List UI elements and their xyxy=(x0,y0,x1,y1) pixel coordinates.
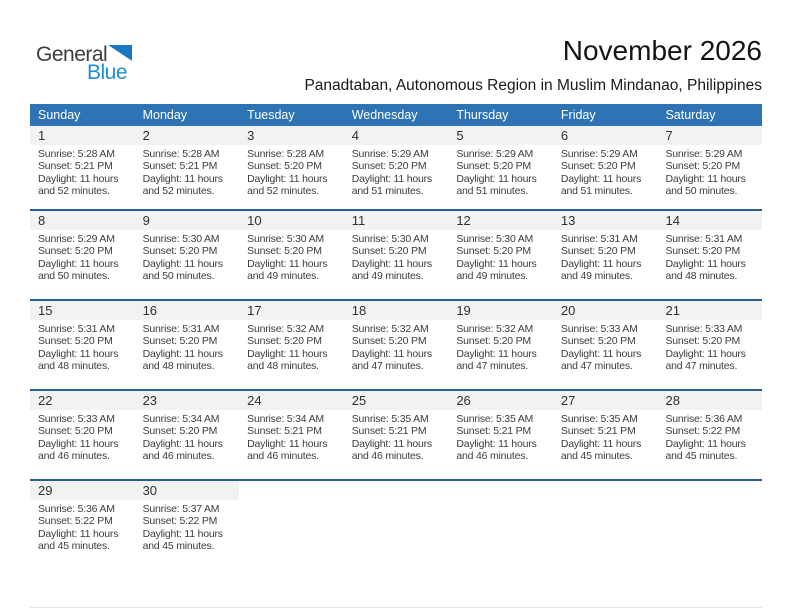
day-number-band xyxy=(135,126,240,145)
daylight-text: Daylight: 11 hours and 46 minutes. xyxy=(142,437,223,462)
day-info xyxy=(657,320,762,372)
sunrise-text: Sunrise: 5:33 AM xyxy=(665,323,743,335)
logo-triangle-icon xyxy=(108,45,132,61)
sunrise-text: Sunrise: 5:29 AM xyxy=(351,148,429,160)
day-number-band xyxy=(448,301,553,320)
day-number: 9 xyxy=(142,213,150,228)
day-number: 11 xyxy=(351,213,366,228)
sunset-text: Sunset: 5:20 PM xyxy=(560,245,636,258)
sunset-text: Sunset: 5:20 PM xyxy=(560,160,636,173)
weekday-header-monday: Monday xyxy=(142,108,188,122)
day-number-band xyxy=(135,301,240,320)
day-number: 2 xyxy=(142,128,150,143)
empty-day-cell xyxy=(448,481,553,569)
day-number: 15 xyxy=(38,303,53,318)
day-number-band xyxy=(553,211,658,230)
daylight-text: Daylight: 11 hours and 47 minutes. xyxy=(351,347,432,372)
day-number: 16 xyxy=(142,303,158,318)
day-info xyxy=(30,500,135,552)
sunset-text: Sunset: 5:20 PM xyxy=(142,245,218,258)
page-title: November 2026 xyxy=(562,35,762,66)
daylight-text: Daylight: 11 hours and 49 minutes. xyxy=(560,257,642,282)
sunrise-text: Sunrise: 5:37 AM xyxy=(142,503,220,515)
day-info xyxy=(30,320,135,372)
daylight-text: Daylight: 11 hours and 48 minutes. xyxy=(665,257,746,282)
weekday-header-sunday: Sunday xyxy=(38,108,81,122)
weekday-header-row xyxy=(30,104,762,126)
day-number: 17 xyxy=(247,303,262,318)
location-subtitle: Panadtaban, Autonomous Region in Muslim Mindanao, Philippines xyxy=(304,77,762,94)
daylight-text: Daylight: 11 hours and 45 minutes. xyxy=(38,527,119,552)
sunset-text: Sunset: 5:20 PM xyxy=(456,245,531,258)
day-cell xyxy=(657,301,762,389)
day-number-band xyxy=(239,301,344,320)
day-info xyxy=(135,230,240,282)
day-cell xyxy=(135,391,240,479)
day-number-band xyxy=(30,211,135,230)
sunset-text: Sunset: 5:20 PM xyxy=(351,335,427,348)
day-number-band xyxy=(344,301,449,320)
logo-text-blue: Blue xyxy=(87,61,128,84)
week-row xyxy=(30,299,762,389)
daylight-text: Daylight: 11 hours and 50 minutes. xyxy=(38,257,119,282)
daylight-text: Daylight: 11 hours and 50 minutes. xyxy=(142,257,223,282)
daylight-text: Daylight: 11 hours and 47 minutes. xyxy=(665,347,746,372)
sunset-text: Sunset: 5:22 PM xyxy=(665,425,741,438)
daylight-text: Daylight: 11 hours and 49 minutes. xyxy=(351,257,432,282)
day-number-band xyxy=(344,126,449,145)
day-cell xyxy=(30,391,135,479)
day-cell xyxy=(553,391,658,479)
sunrise-text: Sunrise: 5:29 AM xyxy=(38,233,115,245)
general-blue-logo xyxy=(36,44,132,83)
sunrise-text: Sunrise: 5:32 AM xyxy=(247,323,324,335)
sunset-text: Sunset: 5:20 PM xyxy=(351,160,427,173)
sunset-text: Sunset: 5:20 PM xyxy=(247,245,322,258)
day-info xyxy=(30,410,135,462)
day-info xyxy=(135,500,240,552)
sunrise-text: Sunrise: 5:29 AM xyxy=(456,148,534,160)
week-row xyxy=(30,209,762,299)
daylight-text: Daylight: 11 hours and 46 minutes. xyxy=(456,437,537,462)
day-info xyxy=(239,145,344,197)
sunset-text: Sunset: 5:20 PM xyxy=(665,160,741,173)
sunset-text: Sunset: 5:22 PM xyxy=(142,515,218,528)
day-number-band xyxy=(657,126,762,145)
empty-day-cell xyxy=(657,481,762,569)
daylight-text: Daylight: 11 hours and 50 minutes. xyxy=(665,172,746,197)
daylight-text: Daylight: 11 hours and 46 minutes. xyxy=(38,437,119,462)
sunset-text: Sunset: 5:20 PM xyxy=(665,245,741,258)
day-number-band xyxy=(448,126,553,145)
day-number-band xyxy=(553,301,658,320)
sunset-text: Sunset: 5:20 PM xyxy=(247,335,322,348)
sunset-text: Sunset: 5:21 PM xyxy=(351,425,427,438)
day-number: 24 xyxy=(247,393,262,408)
day-cell xyxy=(448,391,553,479)
day-cell xyxy=(30,481,135,569)
sunrise-text: Sunrise: 5:30 AM xyxy=(247,233,324,245)
week-row xyxy=(30,389,762,479)
weekday-header-thursday: Thursday xyxy=(456,108,509,122)
sunset-text: Sunset: 5:21 PM xyxy=(142,160,218,173)
day-cell xyxy=(553,126,658,209)
day-info xyxy=(135,320,240,372)
sunrise-text: Sunrise: 5:35 AM xyxy=(456,413,534,425)
daylight-text: Daylight: 11 hours and 51 minutes. xyxy=(456,172,537,197)
daylight-text: Daylight: 11 hours and 48 minutes. xyxy=(247,347,328,372)
sunset-text: Sunset: 5:20 PM xyxy=(665,335,741,348)
sunrise-text: Sunrise: 5:32 AM xyxy=(456,323,534,335)
day-cell xyxy=(135,481,240,569)
sunset-text: Sunset: 5:20 PM xyxy=(560,335,636,348)
sunrise-text: Sunrise: 5:36 AM xyxy=(665,413,743,425)
day-info xyxy=(553,320,658,372)
day-number: 4 xyxy=(351,128,359,143)
day-number: 8 xyxy=(38,213,46,228)
sunset-text: Sunset: 5:20 PM xyxy=(142,425,218,438)
day-info xyxy=(657,410,762,462)
day-cell xyxy=(239,391,344,479)
calendar-table xyxy=(30,104,762,608)
day-info xyxy=(239,230,344,282)
empty-day-cell xyxy=(344,481,449,569)
day-cell xyxy=(239,301,344,389)
day-cell xyxy=(657,211,762,299)
day-number: 30 xyxy=(142,483,158,498)
daylight-text: Daylight: 11 hours and 49 minutes. xyxy=(247,257,328,282)
day-number-band xyxy=(135,211,240,230)
calendar-grid xyxy=(30,126,762,569)
daylight-text: Daylight: 11 hours and 52 minutes. xyxy=(142,172,223,197)
sunset-text: Sunset: 5:20 PM xyxy=(142,335,218,348)
day-number: 6 xyxy=(560,128,569,143)
day-number-band xyxy=(657,301,762,320)
sunset-text: Sunset: 5:21 PM xyxy=(456,425,531,438)
day-cell xyxy=(344,301,449,389)
day-info xyxy=(344,230,449,282)
day-number-band xyxy=(30,126,135,145)
day-number: 28 xyxy=(665,393,680,408)
sunrise-text: Sunrise: 5:30 AM xyxy=(142,233,220,245)
day-number: 7 xyxy=(665,128,673,143)
day-cell xyxy=(135,301,240,389)
sunrise-text: Sunrise: 5:33 AM xyxy=(560,323,638,335)
day-cell xyxy=(135,211,240,299)
empty-day-cell xyxy=(553,481,658,569)
daylight-text: Daylight: 11 hours and 48 minutes. xyxy=(142,347,223,372)
sunrise-text: Sunrise: 5:28 AM xyxy=(38,148,115,160)
day-cell xyxy=(448,126,553,209)
day-cell xyxy=(657,126,762,209)
daylight-text: Daylight: 11 hours and 47 minutes. xyxy=(456,347,537,372)
daylight-text: Daylight: 11 hours and 45 minutes. xyxy=(560,437,642,462)
day-number-band xyxy=(344,211,449,230)
day-info xyxy=(30,230,135,282)
sunset-text: Sunset: 5:21 PM xyxy=(560,425,636,438)
sunset-text: Sunset: 5:20 PM xyxy=(247,160,322,173)
day-number: 3 xyxy=(247,128,255,143)
daylight-text: Daylight: 11 hours and 52 minutes. xyxy=(38,172,119,197)
sunset-text: Sunset: 5:20 PM xyxy=(38,245,113,258)
day-number: 14 xyxy=(665,213,680,228)
day-number: 13 xyxy=(560,213,576,228)
day-cell xyxy=(30,301,135,389)
day-info xyxy=(448,320,553,372)
day-info xyxy=(553,230,658,282)
day-number-band xyxy=(657,211,762,230)
weekday-header-friday: Friday xyxy=(560,108,596,122)
sunrise-text: Sunrise: 5:35 AM xyxy=(351,413,429,425)
sunrise-text: Sunrise: 5:32 AM xyxy=(351,323,429,335)
day-number: 26 xyxy=(456,393,471,408)
day-number: 12 xyxy=(456,213,471,228)
sunrise-text: Sunrise: 5:31 AM xyxy=(560,233,638,245)
sunset-text: Sunset: 5:20 PM xyxy=(38,335,113,348)
calendar-bottom-border xyxy=(30,607,762,608)
day-number: 20 xyxy=(560,303,576,318)
day-number-band xyxy=(30,301,135,320)
day-number: 22 xyxy=(38,393,53,408)
daylight-text: Daylight: 11 hours and 49 minutes. xyxy=(456,257,537,282)
sunset-text: Sunset: 5:20 PM xyxy=(38,425,113,438)
day-number-band xyxy=(657,391,762,410)
daylight-text: Daylight: 11 hours and 46 minutes. xyxy=(351,437,432,462)
daylight-text: Daylight: 11 hours and 47 minutes. xyxy=(560,347,642,372)
daylight-text: Daylight: 11 hours and 52 minutes. xyxy=(247,172,328,197)
daylight-text: Daylight: 11 hours and 45 minutes. xyxy=(665,437,746,462)
day-number-band xyxy=(448,211,553,230)
day-number-band xyxy=(239,391,344,410)
sunrise-text: Sunrise: 5:33 AM xyxy=(38,413,115,425)
day-info xyxy=(657,145,762,197)
day-number-band xyxy=(553,391,658,410)
day-cell xyxy=(344,391,449,479)
day-info xyxy=(657,230,762,282)
day-number: 27 xyxy=(560,393,576,408)
day-info xyxy=(448,230,553,282)
weekday-header-wednesday: Wednesday xyxy=(351,108,418,122)
day-number: 25 xyxy=(351,393,367,408)
day-number: 1 xyxy=(38,128,46,143)
day-cell xyxy=(239,211,344,299)
sunrise-text: Sunrise: 5:35 AM xyxy=(560,413,638,425)
day-number-band xyxy=(239,126,344,145)
day-number-band xyxy=(30,391,135,410)
day-cell xyxy=(448,211,553,299)
day-cell xyxy=(344,211,449,299)
day-info xyxy=(344,145,449,197)
day-number: 18 xyxy=(351,303,367,318)
day-number-band xyxy=(239,211,344,230)
sunset-text: Sunset: 5:21 PM xyxy=(38,160,113,173)
day-number: 23 xyxy=(142,393,158,408)
day-number-band xyxy=(30,481,135,500)
day-info xyxy=(448,145,553,197)
sunset-text: Sunset: 5:20 PM xyxy=(456,335,531,348)
daylight-text: Daylight: 11 hours and 48 minutes. xyxy=(38,347,119,372)
sunrise-text: Sunrise: 5:28 AM xyxy=(142,148,220,160)
day-cell xyxy=(657,391,762,479)
day-cell xyxy=(448,301,553,389)
daylight-text: Daylight: 11 hours and 51 minutes. xyxy=(560,172,642,197)
day-cell xyxy=(30,126,135,209)
day-info xyxy=(344,410,449,462)
weekday-header-tuesday: Tuesday xyxy=(247,108,295,122)
sunset-text: Sunset: 5:22 PM xyxy=(38,515,113,528)
sunrise-text: Sunrise: 5:31 AM xyxy=(142,323,220,335)
sunrise-text: Sunrise: 5:34 AM xyxy=(247,413,324,425)
sunset-text: Sunset: 5:20 PM xyxy=(351,245,427,258)
day-number-band xyxy=(448,391,553,410)
day-number-band xyxy=(135,391,240,410)
day-number: 10 xyxy=(247,213,262,228)
day-cell xyxy=(344,126,449,209)
day-cell xyxy=(135,126,240,209)
sunrise-text: Sunrise: 5:31 AM xyxy=(38,323,115,335)
sunrise-text: Sunrise: 5:29 AM xyxy=(665,148,743,160)
day-number-band xyxy=(135,481,240,500)
logo-text-general: General xyxy=(36,43,108,66)
daylight-text: Daylight: 11 hours and 45 minutes. xyxy=(142,527,223,552)
day-info xyxy=(239,410,344,462)
day-info xyxy=(553,410,658,462)
daylight-text: Daylight: 11 hours and 51 minutes. xyxy=(351,172,432,197)
daylight-text: Daylight: 11 hours and 46 minutes. xyxy=(247,437,328,462)
weekday-header-saturday: Saturday xyxy=(665,108,716,122)
day-info xyxy=(135,410,240,462)
day-number-band xyxy=(553,126,658,145)
week-row xyxy=(30,126,762,209)
day-number: 21 xyxy=(665,303,680,318)
sunrise-text: Sunrise: 5:30 AM xyxy=(351,233,429,245)
sunrise-text: Sunrise: 5:28 AM xyxy=(247,148,324,160)
day-cell xyxy=(553,211,658,299)
day-number: 19 xyxy=(456,303,471,318)
day-info xyxy=(553,145,658,197)
day-number-band xyxy=(344,391,449,410)
sunrise-text: Sunrise: 5:34 AM xyxy=(142,413,220,425)
day-info xyxy=(239,320,344,372)
day-cell xyxy=(30,211,135,299)
day-info xyxy=(30,145,135,197)
sunrise-text: Sunrise: 5:30 AM xyxy=(456,233,534,245)
empty-day-cell xyxy=(239,481,344,569)
sunset-text: Sunset: 5:20 PM xyxy=(456,160,531,173)
day-info xyxy=(448,410,553,462)
day-info xyxy=(344,320,449,372)
sunrise-text: Sunrise: 5:29 AM xyxy=(560,148,638,160)
week-row xyxy=(30,479,762,569)
day-number: 29 xyxy=(38,483,53,498)
day-info xyxy=(135,145,240,197)
sunrise-text: Sunrise: 5:31 AM xyxy=(665,233,743,245)
day-cell xyxy=(553,301,658,389)
day-number: 5 xyxy=(456,128,464,143)
sunrise-text: Sunrise: 5:36 AM xyxy=(38,503,115,515)
sunset-text: Sunset: 5:21 PM xyxy=(247,425,322,438)
day-cell xyxy=(239,126,344,209)
